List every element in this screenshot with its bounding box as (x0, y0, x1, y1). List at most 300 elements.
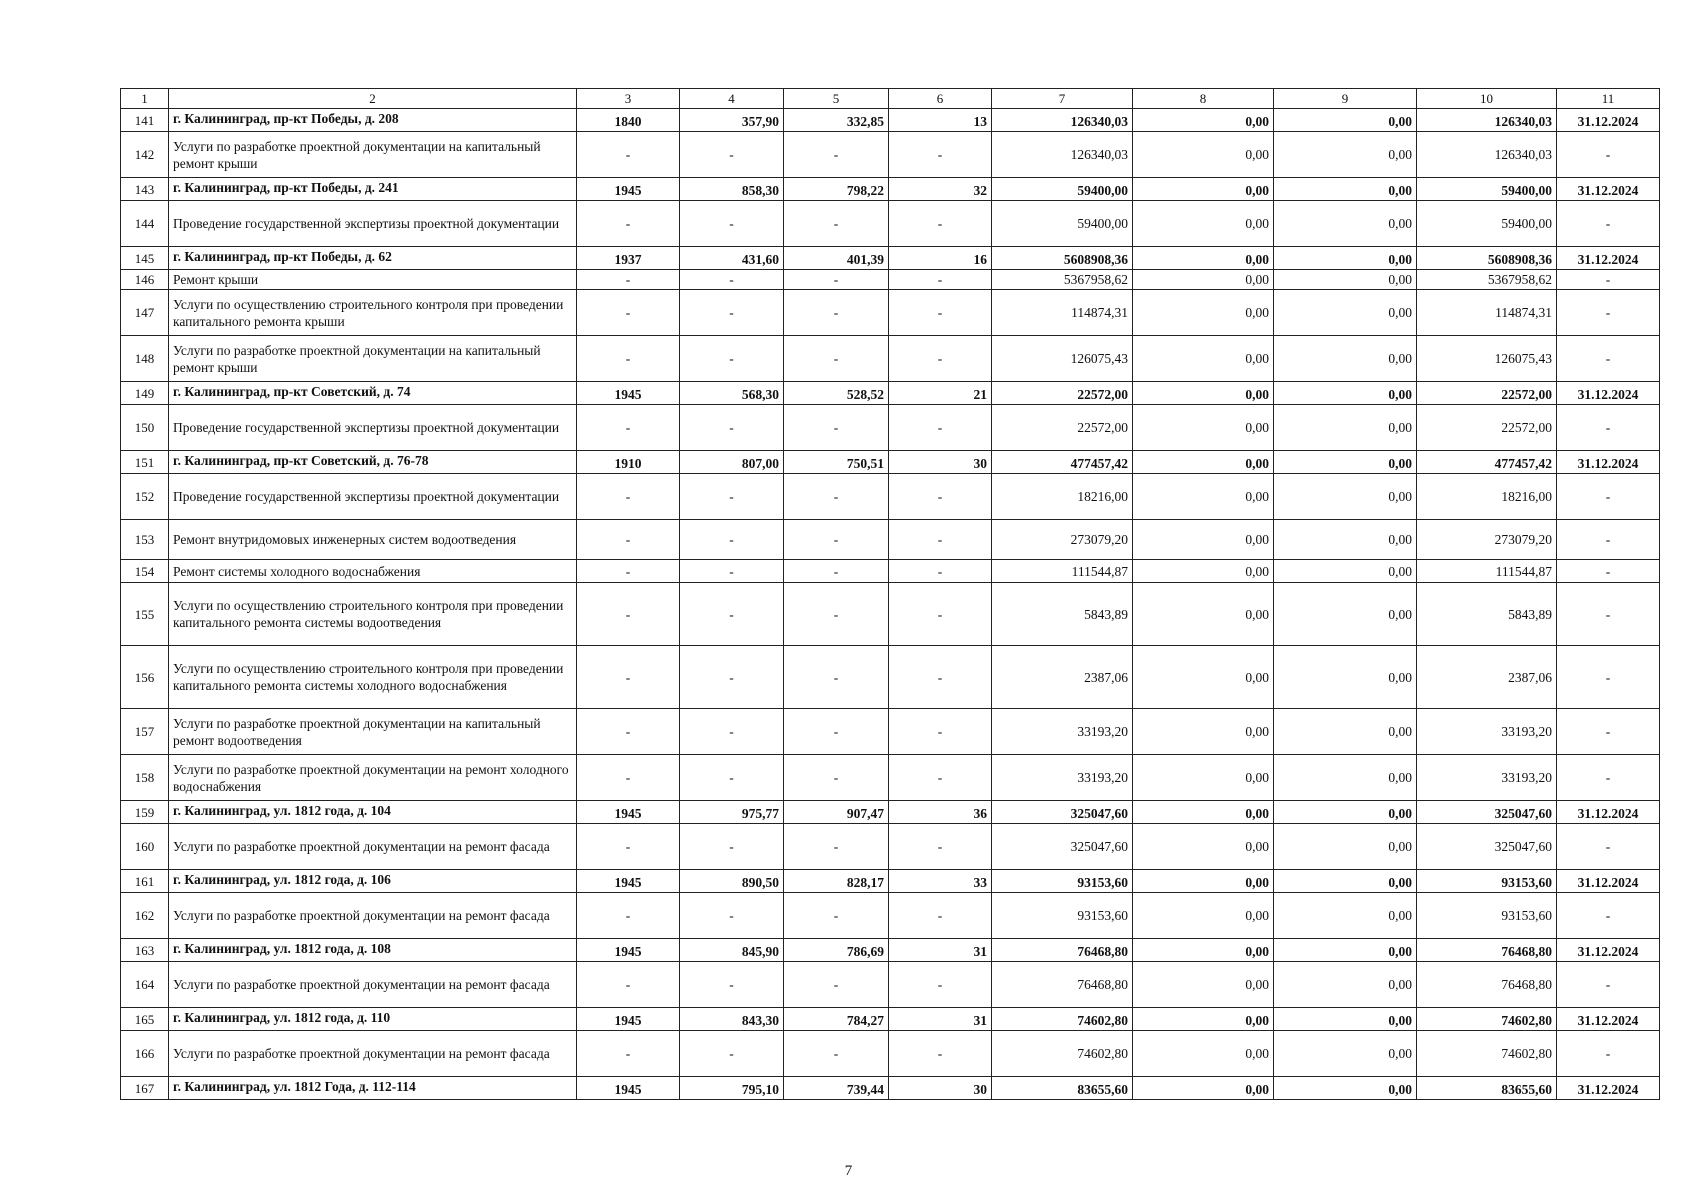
column-header: 1 (121, 89, 169, 109)
value-cell: 0,00 (1133, 109, 1274, 132)
address-row (121, 870, 1660, 893)
value-cell: - (784, 893, 889, 939)
value-cell: - (889, 709, 992, 755)
work-row (121, 755, 1660, 801)
name-cell: г. Калининград, пр-кт Победы, д. 208 (169, 109, 577, 132)
value-cell: 0,00 (1274, 178, 1417, 201)
value-cell: 1945 (577, 939, 680, 962)
value-cell: 126340,03 (1417, 109, 1557, 132)
value-cell: - (784, 336, 889, 382)
value-cell: 0,00 (1133, 801, 1274, 824)
value-cell: - (889, 132, 992, 178)
value-cell: 0,00 (1133, 583, 1274, 646)
value-cell: 22572,00 (992, 382, 1133, 405)
row-number-cell: 146 (121, 270, 169, 290)
value-cell: 2387,06 (992, 646, 1133, 709)
table-body (121, 89, 1660, 1100)
value-cell: 32 (889, 178, 992, 201)
value-cell: 0,00 (1274, 893, 1417, 939)
value-cell: 0,00 (1274, 290, 1417, 336)
row-number-cell: 159 (121, 801, 169, 824)
value-cell: 5367958,62 (992, 270, 1133, 290)
address-row (121, 109, 1660, 132)
value-cell: 5367958,62 (1417, 270, 1557, 290)
work-row (121, 1031, 1660, 1077)
value-cell: - (577, 520, 680, 560)
value-cell: 0,00 (1133, 336, 1274, 382)
value-cell: 795,10 (680, 1077, 784, 1100)
value-cell: 0,00 (1274, 801, 1417, 824)
value-cell: 126340,03 (992, 132, 1133, 178)
value-cell: - (1557, 893, 1660, 939)
row-number-cell: 154 (121, 560, 169, 583)
value-cell: 0,00 (1133, 1077, 1274, 1100)
value-cell: - (784, 405, 889, 451)
value-cell: 31.12.2024 (1557, 109, 1660, 132)
value-cell: - (577, 709, 680, 755)
name-cell: г. Калининград, пр-кт Победы, д. 241 (169, 178, 577, 201)
value-cell: - (889, 893, 992, 939)
value-cell: 739,44 (784, 1077, 889, 1100)
value-cell: - (1557, 560, 1660, 583)
value-cell: 1945 (577, 801, 680, 824)
value-cell: 126340,03 (1417, 132, 1557, 178)
value-cell: - (577, 270, 680, 290)
value-cell: 21 (889, 382, 992, 405)
value-cell: 477457,42 (1417, 451, 1557, 474)
value-cell: - (784, 709, 889, 755)
value-cell: 0,00 (1274, 1077, 1417, 1100)
value-cell: 325047,60 (992, 824, 1133, 870)
work-row (121, 646, 1660, 709)
value-cell: 76468,80 (1417, 962, 1557, 1008)
value-cell: 114874,31 (992, 290, 1133, 336)
name-cell: г. Калининград, ул. 1812 года, д. 106 (169, 870, 577, 893)
value-cell: - (784, 290, 889, 336)
value-cell: 0,00 (1133, 247, 1274, 270)
value-cell: 83655,60 (1417, 1077, 1557, 1100)
address-row (121, 1077, 1660, 1100)
work-row (121, 583, 1660, 646)
value-cell: - (889, 270, 992, 290)
value-cell: - (784, 474, 889, 520)
value-cell: 1910 (577, 451, 680, 474)
value-cell: 0,00 (1133, 1008, 1274, 1031)
name-cell: г. Калининград, ул. 1812 Года, д. 112-114 (169, 1077, 577, 1100)
value-cell: 750,51 (784, 451, 889, 474)
value-cell: 890,50 (680, 870, 784, 893)
value-cell: 0,00 (1133, 709, 1274, 755)
value-cell: - (680, 709, 784, 755)
value-cell: 477457,42 (992, 451, 1133, 474)
value-cell: 31 (889, 1008, 992, 1031)
column-header: 6 (889, 89, 992, 109)
table-header-row (121, 89, 1660, 109)
value-cell: 325047,60 (992, 801, 1133, 824)
name-cell: г. Калининград, пр-кт Советский, д. 76-78 (169, 451, 577, 474)
name-cell: Проведение государственной экспертизы проектной документации (169, 405, 577, 451)
work-row (121, 560, 1660, 583)
value-cell: 0,00 (1274, 132, 1417, 178)
work-row (121, 709, 1660, 755)
work-row (121, 270, 1660, 290)
name-cell: Услуги по разработке проектной документации на ремонт фасада (169, 893, 577, 939)
value-cell: - (577, 646, 680, 709)
value-cell: - (680, 132, 784, 178)
value-cell: - (577, 405, 680, 451)
row-number-cell: 163 (121, 939, 169, 962)
row-number-cell: 150 (121, 405, 169, 451)
name-cell: Услуги по осуществлению строительного контроля при проведении капитального ремонта крыши (169, 290, 577, 336)
value-cell: 0,00 (1133, 201, 1274, 247)
value-cell: 0,00 (1133, 1031, 1274, 1077)
value-cell: 59400,00 (992, 178, 1133, 201)
value-cell: 0,00 (1274, 755, 1417, 801)
name-cell: Услуги по разработке проектной документации на ремонт фасада (169, 1031, 577, 1077)
value-cell: 807,00 (680, 451, 784, 474)
address-row (121, 801, 1660, 824)
value-cell: 2387,06 (1417, 646, 1557, 709)
value-cell: 845,90 (680, 939, 784, 962)
name-cell: Ремонт системы холодного водоснабжения (169, 560, 577, 583)
name-cell: г. Калининград, пр-кт Советский, д. 74 (169, 382, 577, 405)
value-cell: 31.12.2024 (1557, 451, 1660, 474)
value-cell: 0,00 (1274, 520, 1417, 560)
column-header: 10 (1417, 89, 1557, 109)
value-cell: 18216,00 (1417, 474, 1557, 520)
value-cell: 30 (889, 451, 992, 474)
value-cell: - (577, 201, 680, 247)
value-cell: 0,00 (1133, 270, 1274, 290)
value-cell: 31.12.2024 (1557, 382, 1660, 405)
value-cell: 975,77 (680, 801, 784, 824)
value-cell: 93153,60 (1417, 870, 1557, 893)
name-cell: Услуги по разработке проектной документации на ремонт фасада (169, 824, 577, 870)
address-row (121, 178, 1660, 201)
value-cell: 528,52 (784, 382, 889, 405)
value-cell: 332,85 (784, 109, 889, 132)
value-cell: 273079,20 (1417, 520, 1557, 560)
value-cell: 13 (889, 109, 992, 132)
row-number-cell: 155 (121, 583, 169, 646)
value-cell: - (784, 132, 889, 178)
value-cell: 0,00 (1274, 1031, 1417, 1077)
value-cell: 828,17 (784, 870, 889, 893)
value-cell: - (1557, 755, 1660, 801)
value-cell: 74602,80 (1417, 1008, 1557, 1031)
value-cell: 0,00 (1133, 646, 1274, 709)
value-cell: 5843,89 (992, 583, 1133, 646)
value-cell: - (784, 270, 889, 290)
value-cell: - (889, 290, 992, 336)
work-row (121, 336, 1660, 382)
value-cell: - (1557, 646, 1660, 709)
value-cell: 31.12.2024 (1557, 870, 1660, 893)
address-row (121, 451, 1660, 474)
work-row (121, 474, 1660, 520)
value-cell: - (680, 270, 784, 290)
row-number-cell: 144 (121, 201, 169, 247)
value-cell: 83655,60 (992, 1077, 1133, 1100)
value-cell: 798,22 (784, 178, 889, 201)
value-cell: 31.12.2024 (1557, 939, 1660, 962)
row-number-cell: 166 (121, 1031, 169, 1077)
value-cell: 74602,80 (992, 1008, 1133, 1031)
row-number-cell: 143 (121, 178, 169, 201)
value-cell: - (889, 646, 992, 709)
value-cell: 76468,80 (1417, 939, 1557, 962)
value-cell: - (680, 1031, 784, 1077)
value-cell: - (1557, 474, 1660, 520)
name-cell: г. Калининград, ул. 1812 года, д. 110 (169, 1008, 577, 1031)
value-cell: - (1557, 405, 1660, 451)
value-cell: 0,00 (1133, 824, 1274, 870)
value-cell: 33193,20 (992, 755, 1133, 801)
name-cell: г. Калининград, ул. 1812 года, д. 108 (169, 939, 577, 962)
value-cell: 0,00 (1133, 474, 1274, 520)
value-cell: 0,00 (1274, 336, 1417, 382)
value-cell: 111544,87 (992, 560, 1133, 583)
value-cell: 0,00 (1274, 583, 1417, 646)
value-cell: - (1557, 824, 1660, 870)
value-cell: 31.12.2024 (1557, 178, 1660, 201)
value-cell: - (784, 1031, 889, 1077)
value-cell: 0,00 (1274, 1008, 1417, 1031)
row-number-cell: 151 (121, 451, 169, 474)
address-row (121, 382, 1660, 405)
value-cell: - (784, 583, 889, 646)
value-cell: 273079,20 (992, 520, 1133, 560)
work-row (121, 201, 1660, 247)
value-cell: 22572,00 (1417, 405, 1557, 451)
address-row (121, 939, 1660, 962)
name-cell: Проведение государственной экспертизы проектной документации (169, 474, 577, 520)
value-cell: - (680, 336, 784, 382)
value-cell: 0,00 (1274, 646, 1417, 709)
value-cell: 76468,80 (992, 962, 1133, 1008)
value-cell: 786,69 (784, 939, 889, 962)
value-cell: 0,00 (1133, 405, 1274, 451)
value-cell: 33193,20 (1417, 755, 1557, 801)
value-cell: 114874,31 (1417, 290, 1557, 336)
value-cell: - (577, 474, 680, 520)
value-cell: - (680, 646, 784, 709)
value-cell: 0,00 (1274, 962, 1417, 1008)
value-cell: 5608908,36 (1417, 247, 1557, 270)
value-cell: 0,00 (1133, 962, 1274, 1008)
value-cell: 31.12.2024 (1557, 247, 1660, 270)
name-cell: Ремонт внутридомовых инженерных систем водоотведения (169, 520, 577, 560)
row-number-cell: 156 (121, 646, 169, 709)
address-row (121, 1008, 1660, 1031)
value-cell: 22572,00 (1417, 382, 1557, 405)
value-cell: 1937 (577, 247, 680, 270)
row-number-cell: 148 (121, 336, 169, 382)
work-row (121, 824, 1660, 870)
value-cell: - (889, 824, 992, 870)
value-cell: 31.12.2024 (1557, 801, 1660, 824)
work-row (121, 132, 1660, 178)
works-table (120, 88, 1660, 1100)
value-cell: 0,00 (1133, 451, 1274, 474)
value-cell: - (889, 474, 992, 520)
value-cell: 1945 (577, 1077, 680, 1100)
value-cell: - (1557, 290, 1660, 336)
value-cell: 5608908,36 (992, 247, 1133, 270)
name-cell: г. Калининград, пр-кт Победы, д. 62 (169, 247, 577, 270)
work-row (121, 405, 1660, 451)
value-cell: - (680, 290, 784, 336)
value-cell: 93153,60 (992, 893, 1133, 939)
column-header: 3 (577, 89, 680, 109)
work-row (121, 520, 1660, 560)
column-header: 4 (680, 89, 784, 109)
column-header: 5 (784, 89, 889, 109)
value-cell: 16 (889, 247, 992, 270)
column-header: 8 (1133, 89, 1274, 109)
value-cell: - (577, 1031, 680, 1077)
value-cell: - (577, 132, 680, 178)
name-cell: Услуги по осуществлению строительного контроля при проведении капитального ремонта системы холодного водоснабжения (169, 646, 577, 709)
name-cell: г. Калининград, ул. 1812 года, д. 104 (169, 801, 577, 824)
value-cell: - (577, 824, 680, 870)
value-cell: 59400,00 (992, 201, 1133, 247)
value-cell: 431,60 (680, 247, 784, 270)
value-cell: 18216,00 (992, 474, 1133, 520)
value-cell: - (680, 201, 784, 247)
value-cell: 59400,00 (1417, 178, 1557, 201)
value-cell: 0,00 (1133, 520, 1274, 560)
value-cell: 0,00 (1133, 290, 1274, 336)
value-cell: 0,00 (1274, 382, 1417, 405)
value-cell: 0,00 (1274, 451, 1417, 474)
value-cell: 0,00 (1274, 939, 1417, 962)
row-number-cell: 162 (121, 893, 169, 939)
value-cell: 126075,43 (1417, 336, 1557, 382)
column-header: 7 (992, 89, 1133, 109)
value-cell: - (577, 893, 680, 939)
value-cell: 76468,80 (992, 939, 1133, 962)
value-cell: - (784, 560, 889, 583)
row-number-cell: 142 (121, 132, 169, 178)
value-cell: - (1557, 270, 1660, 290)
value-cell: 31 (889, 939, 992, 962)
value-cell: 0,00 (1274, 109, 1417, 132)
value-cell: - (784, 755, 889, 801)
value-cell: - (889, 336, 992, 382)
value-cell: 784,27 (784, 1008, 889, 1031)
value-cell: 0,00 (1133, 870, 1274, 893)
name-cell: Услуги по разработке проектной документации на капитальный ремонт водоотведения (169, 709, 577, 755)
value-cell: 74602,80 (1417, 1031, 1557, 1077)
value-cell: 1840 (577, 109, 680, 132)
address-row (121, 247, 1660, 270)
row-number-cell: 160 (121, 824, 169, 870)
value-cell: - (577, 560, 680, 583)
row-number-cell: 152 (121, 474, 169, 520)
value-cell: - (784, 824, 889, 870)
value-cell: 325047,60 (1417, 801, 1557, 824)
value-cell: 401,39 (784, 247, 889, 270)
value-cell: - (889, 405, 992, 451)
value-cell: 858,30 (680, 178, 784, 201)
row-number-cell: 167 (121, 1077, 169, 1100)
name-cell: Проведение государственной экспертизы проектной документации (169, 201, 577, 247)
value-cell: - (577, 290, 680, 336)
name-cell: Ремонт крыши (169, 270, 577, 290)
value-cell: 0,00 (1274, 870, 1417, 893)
value-cell: 0,00 (1274, 824, 1417, 870)
value-cell: - (889, 962, 992, 1008)
row-number-cell: 164 (121, 962, 169, 1008)
value-cell: - (784, 520, 889, 560)
value-cell: 843,30 (680, 1008, 784, 1031)
value-cell: 1945 (577, 382, 680, 405)
value-cell: 0,00 (1274, 560, 1417, 583)
column-header: 9 (1274, 89, 1417, 109)
value-cell: - (1557, 709, 1660, 755)
name-cell: Услуги по разработке проектной документации на капитальный ремонт крыши (169, 132, 577, 178)
value-cell: - (784, 962, 889, 1008)
value-cell: 0,00 (1274, 709, 1417, 755)
page-number: 7 (844, 1163, 853, 1179)
value-cell: 59400,00 (1417, 201, 1557, 247)
value-cell: 31.12.2024 (1557, 1077, 1660, 1100)
name-cell: Услуги по осуществлению строительного контроля при проведении капитального ремонта системы водоотведения (169, 583, 577, 646)
value-cell: 0,00 (1274, 270, 1417, 290)
value-cell: - (680, 405, 784, 451)
value-cell: - (1557, 336, 1660, 382)
value-cell: 93153,60 (1417, 893, 1557, 939)
value-cell: 907,47 (784, 801, 889, 824)
value-cell: - (889, 201, 992, 247)
value-cell: 0,00 (1133, 178, 1274, 201)
row-number-cell: 149 (121, 382, 169, 405)
value-cell: 1945 (577, 178, 680, 201)
value-cell: - (889, 583, 992, 646)
value-cell: - (1557, 962, 1660, 1008)
value-cell: 0,00 (1274, 474, 1417, 520)
value-cell: - (577, 336, 680, 382)
value-cell: - (680, 893, 784, 939)
value-cell: - (577, 755, 680, 801)
value-cell: 0,00 (1274, 247, 1417, 270)
value-cell: - (577, 962, 680, 1008)
column-header: 11 (1557, 89, 1660, 109)
value-cell: - (784, 201, 889, 247)
value-cell: 22572,00 (992, 405, 1133, 451)
row-number-cell: 141 (121, 109, 169, 132)
value-cell: 31.12.2024 (1557, 1008, 1660, 1031)
column-header: 2 (169, 89, 577, 109)
row-number-cell: 147 (121, 290, 169, 336)
value-cell: 5843,89 (1417, 583, 1557, 646)
value-cell: 33193,20 (992, 709, 1133, 755)
work-row (121, 893, 1660, 939)
work-row (121, 290, 1660, 336)
value-cell: 126340,03 (992, 109, 1133, 132)
value-cell: 0,00 (1133, 893, 1274, 939)
value-cell: 74602,80 (992, 1031, 1133, 1077)
row-number-cell: 161 (121, 870, 169, 893)
value-cell: 111544,87 (1417, 560, 1557, 583)
value-cell: - (680, 962, 784, 1008)
value-cell: - (889, 1031, 992, 1077)
value-cell: - (784, 646, 889, 709)
value-cell: - (1557, 132, 1660, 178)
name-cell: Услуги по разработке проектной документации на ремонт холодного водоснабжения (169, 755, 577, 801)
value-cell: - (889, 755, 992, 801)
